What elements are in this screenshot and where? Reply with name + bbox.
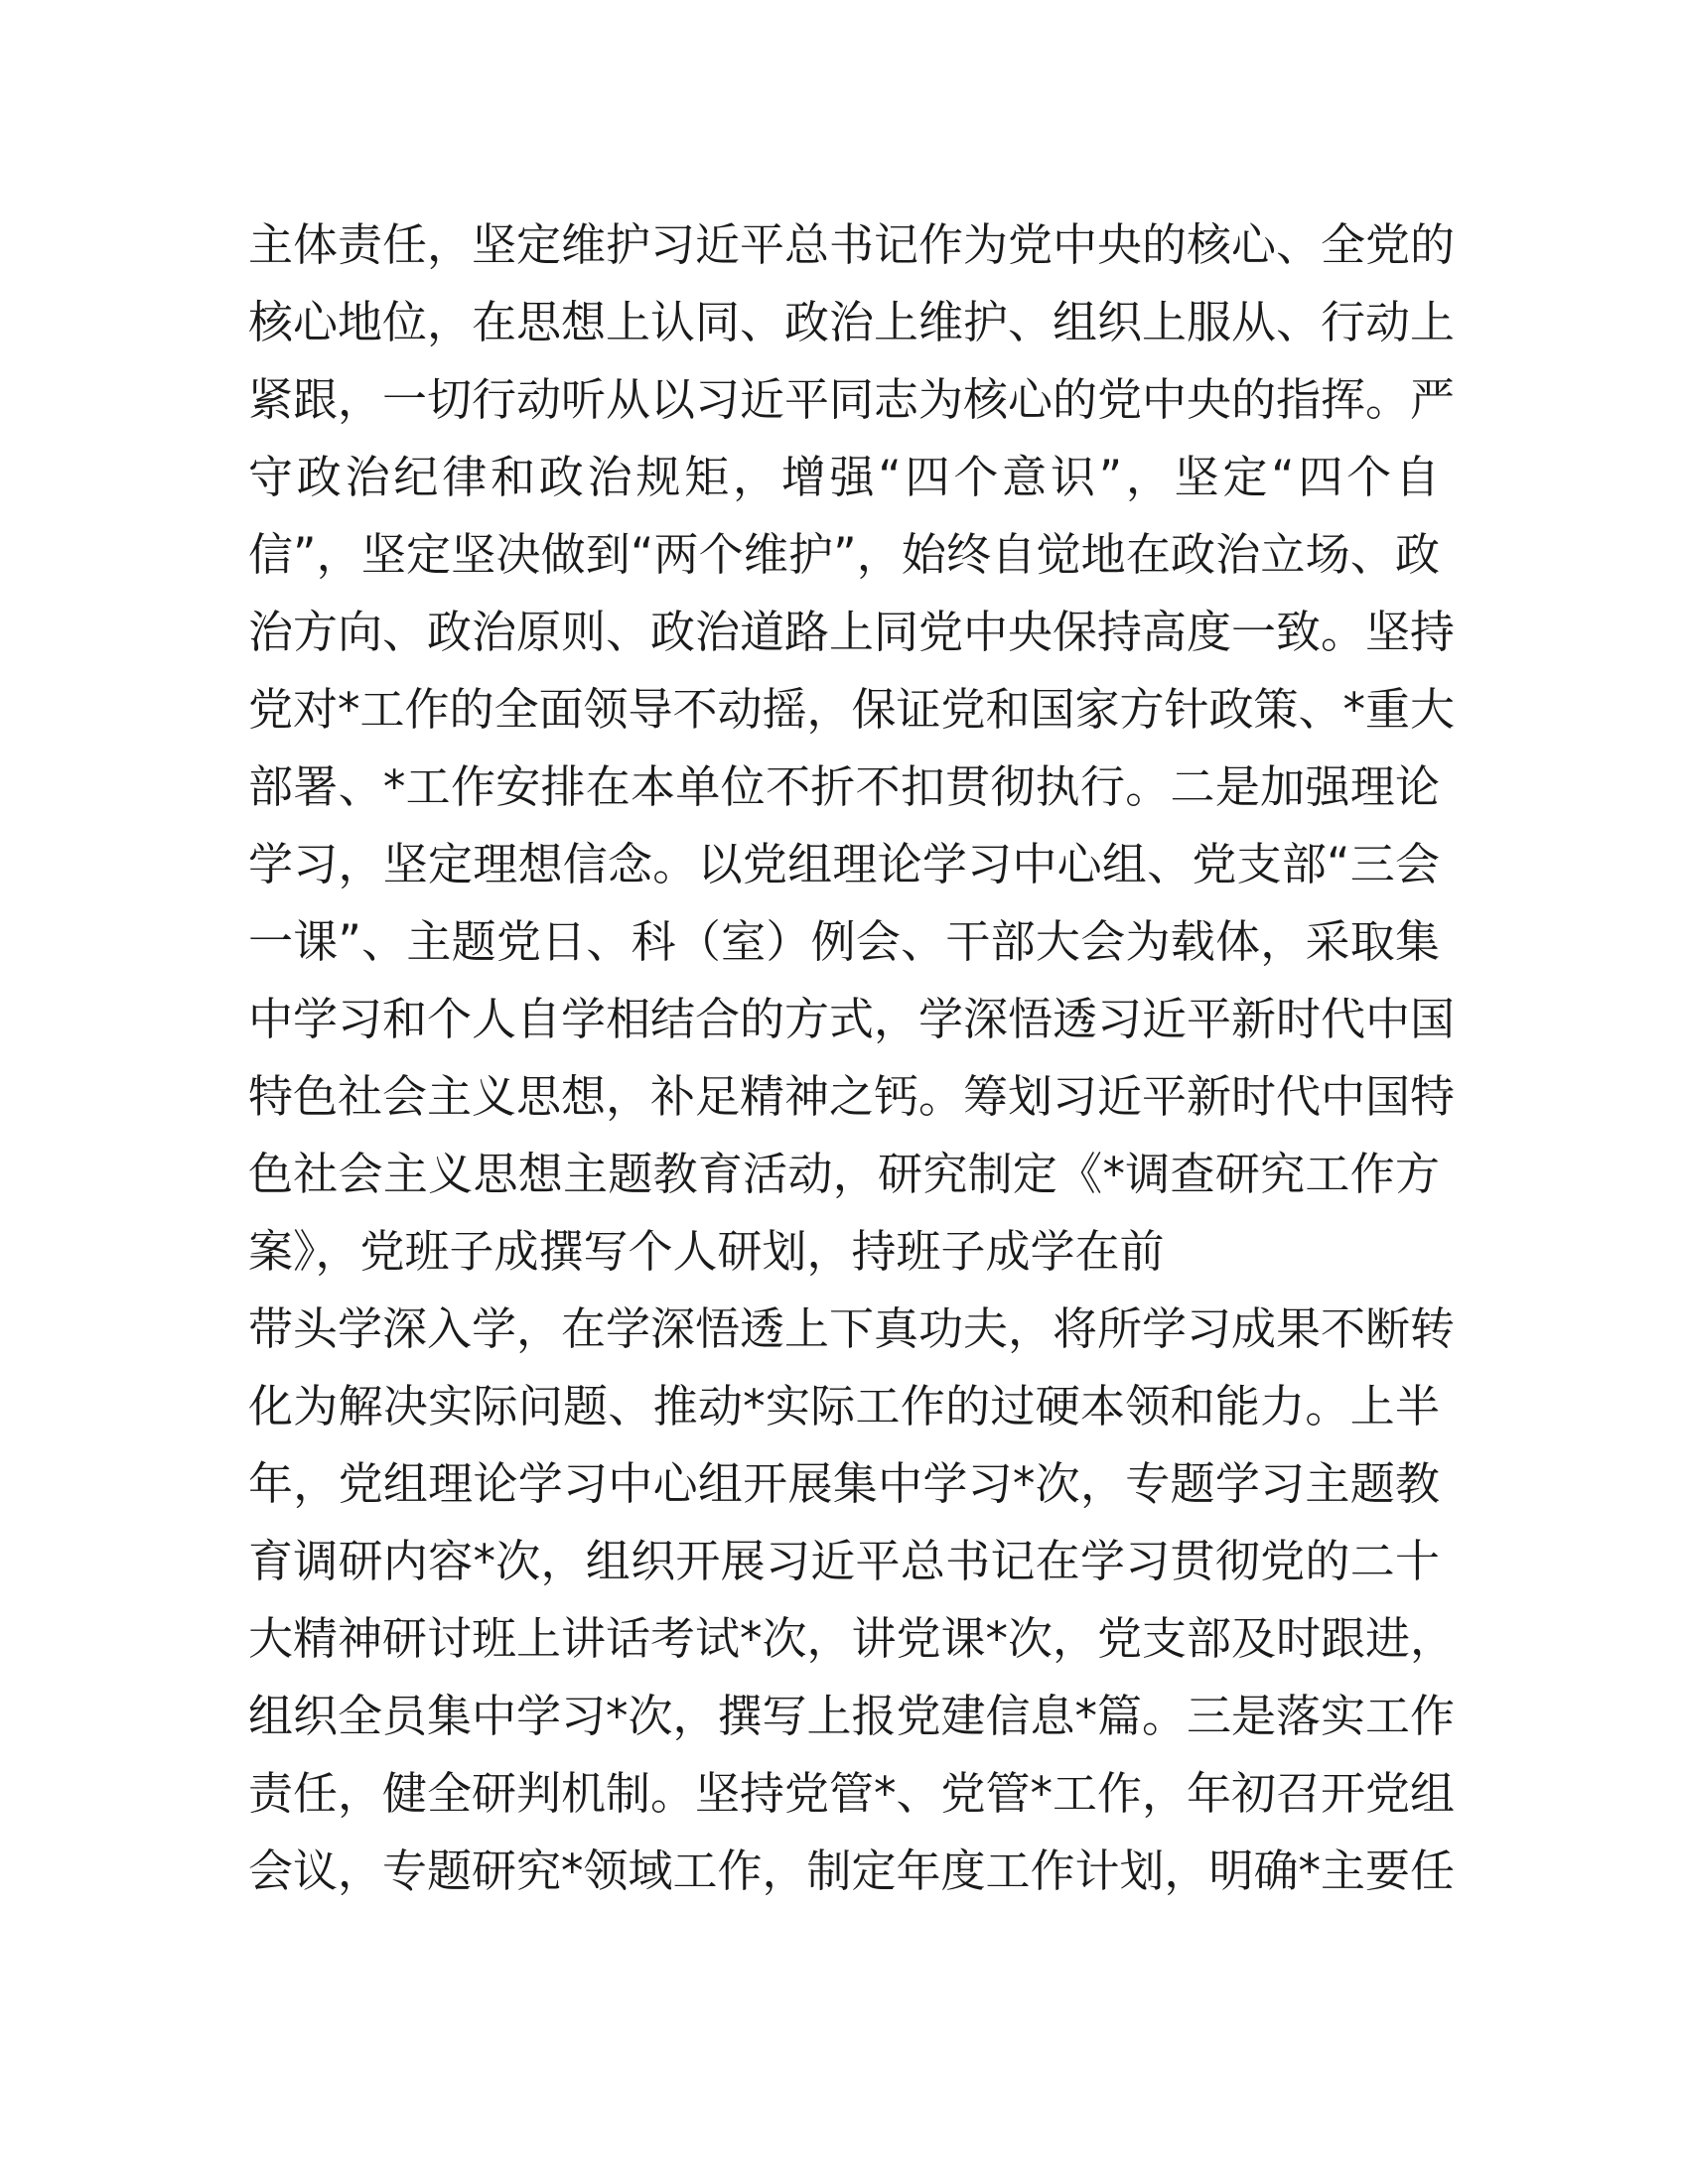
body-text — [248, 206, 1456, 1910]
text-line: 案》，党班子成撰写个人研划，持班子成学在前 — [248, 1225, 1165, 1278]
text-line: 年，党组理论学习中心组开展集中学习*次，专题学习主题教 — [248, 1457, 1440, 1510]
text-line: 核心地位，在思想上认同、政治上维护、组织上服从、行动上 — [248, 296, 1456, 348]
text-line: 信”，坚定坚决做到“两个维护”，始终自觉地在政治立场、政 — [248, 528, 1440, 581]
text-line: 守政治纪律和政治规矩，增强“四个意识”，坚定“四个自 — [248, 451, 1440, 503]
text-line: 主体责任，坚定维护习近平总书记作为党中央的核心、全党的 — [248, 218, 1456, 271]
text-line: 会议，专题研究*领域工作，制定年度工作计划，明确*主要任 — [248, 1844, 1456, 1897]
text-line: 育调研内容*次，组织开展习近平总书记在学习贯彻党的二十 — [248, 1535, 1440, 1587]
text-line: 色社会主义思想主题教育活动，研究制定《*调查研究工作方 — [248, 1148, 1440, 1200]
text-line: 组织全员集中学习*次，撰写上报党建信息*篇。三是落实工作 — [248, 1690, 1456, 1742]
text-line: 党对*工作的全面领导不动摇，保证党和国家方针政策、*重大 — [248, 683, 1456, 736]
text-line: 带头学深入学，在学深悟透上下真功夫，将所学习成果不断转 — [248, 1302, 1456, 1355]
text-line: 大精神研讨班上讲话考试*次，讲党课*次，党支部及时跟进， — [248, 1612, 1456, 1665]
text-line: 学习，坚定理想信念。以党组理论学习中心组、党支部“三会 — [248, 838, 1440, 890]
text-line: 化为解决实际问题、推动*实际工作的过硬本领和能力。上半 — [248, 1380, 1440, 1433]
text-line: 紧跟，一切行动听从以习近平同志为核心的党中央的指挥。严 — [248, 373, 1456, 426]
text-line: 治方向、政治原则、政治道路上同党中央保持高度一致。坚持 — [248, 606, 1456, 658]
text-line: 中学习和个人自学相结合的方式，学深悟透习近平新时代中国 — [248, 993, 1456, 1045]
text-line: 部署、*工作安排在本单位不折不扣贯彻执行。二是加强理论 — [248, 760, 1440, 813]
text-line: 特色社会主义思想，补足精神之钙。筹划习近平新时代中国特 — [248, 1070, 1456, 1123]
text-line: 责任，健全研判机制。坚持党管*、党管*工作，年初召开党组 — [248, 1767, 1456, 1820]
text-line: 一课”、主题党日、科（室）例会、干部大会为载体，采取集 — [248, 915, 1440, 968]
